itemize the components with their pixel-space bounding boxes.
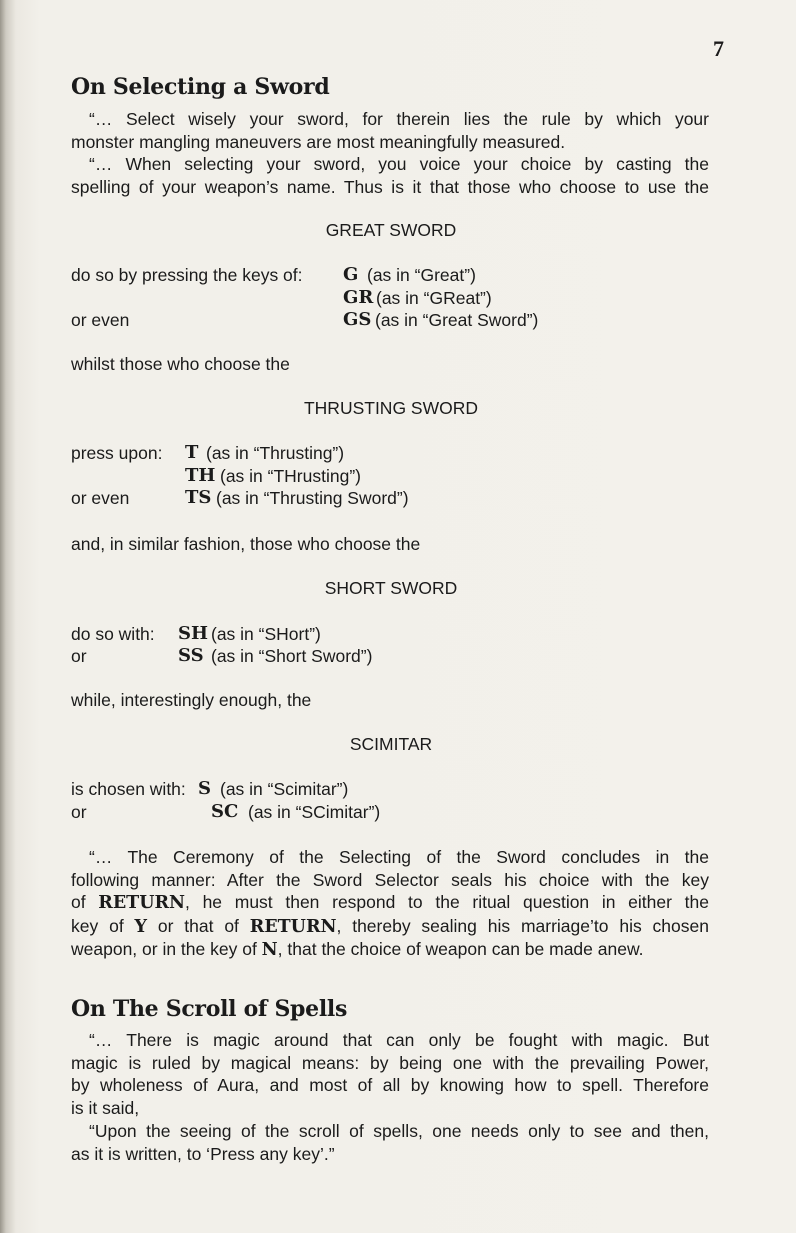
short-intro: and, in similar fashion, those who choose the [71,534,421,554]
key-label-y: Y [134,916,148,937]
or-label: or [71,802,87,822]
key-row-thrusting-3 [71,487,409,509]
text-line [71,938,709,962]
key-label-n: N [261,940,278,961]
key-label: SH [178,623,209,644]
text-line: monster mangling maneuvers are most meaningfully measured. [71,131,566,152]
weapon-name-thrusting-sword: THRUSTING SWORD [303,398,479,418]
text-line: as it is written, to ‘Press any key’.” [71,1143,335,1164]
key-label: GS [343,309,372,330]
text-line: “… Select wisely your sword, for therein lies the rule by which your [89,109,709,129]
key-lead-text: press upon: [71,443,163,463]
weapon-name-scimitar: SCIMITAR [349,734,433,754]
key-label: G [343,264,359,285]
key-label-return: RETURN [98,893,186,914]
key-note: (as in “SHort”) [211,624,321,644]
text-line: by wholeness of Aura, and most of all by knowing how to spell. Therefore [71,1075,709,1096]
text-run: , he must then respond to the ritual question in either the [185,892,709,913]
key-label: S [198,778,211,799]
page-number: 7 [713,36,724,61]
text-line: “… The Ceremony of the Selecting of the Sword concludes in the [89,847,709,867]
weapon-name-great-sword: GREAT SWORD [325,220,457,240]
text-line: is it said, [71,1097,140,1118]
key-label-return: RETURN [249,916,337,937]
key-note: (as in “Short Sword”) [211,646,373,666]
scimitar-intro: while, interestingly enough, the [71,690,312,710]
key-note: (as in “THrusting”) [220,466,361,486]
paragraph-selecting-sword [71,153,709,198]
weapon-name-short-sword: SHORT SWORD [324,578,458,598]
key-label: TS [185,487,212,508]
text-line [71,915,709,939]
text-line: “… There is magic around that can only be fought with magic. But [89,1030,709,1050]
or-even-label: or even [71,488,130,508]
key-lead-text: do so by pressing the keys of: [71,265,303,285]
text-run: , that the choice of weapon can be made anew. [277,939,644,960]
key-row-thrusting-1 [71,442,345,464]
text-run: weapon, or in the key of [71,939,262,960]
key-label: SS [178,645,204,666]
text-line: spelling of your weapon’s name. Thus is it that those who choose to use the [71,176,709,197]
or-even-label: or even [71,310,130,330]
key-row-scimitar-2 [71,801,381,823]
key-label: GR [343,287,374,308]
key-row-short-2 [71,645,373,667]
key-row-great-3 [71,309,539,331]
key-lead-text: do so with: [71,624,155,644]
key-row-scimitar-1 [71,778,349,800]
text-line: “Upon the seeing of the scroll of spells, one needs only to see and then, [89,1121,709,1141]
key-note: (as in “SCimitar”) [248,802,381,822]
key-lead-text: is chosen with: [71,779,186,799]
thrusting-intro: whilst those who choose the [71,354,290,374]
text-run: of [71,892,99,913]
or-label: or [71,646,87,666]
paragraph-magic [71,1029,709,1119]
text-line: magic is ruled by magical means: by being one with the prevailing Power, [71,1052,709,1073]
section-heading-selecting-sword: On Selecting a Sword [71,74,330,100]
key-note: (as in “Great Sword”) [375,310,539,330]
key-row-short-1 [71,623,321,645]
paragraph-select-wisely [71,108,709,153]
key-row-great-1 [71,264,476,286]
text-run: or that of [147,915,250,936]
key-label: TH [185,465,216,486]
text-line: following manner: After the Sword Selector seals his choice with the key [71,869,709,890]
text-line [71,891,709,915]
key-note: (as in “Great”) [367,265,476,285]
key-note: (as in “GReat”) [376,288,492,308]
text-run: key of [71,915,135,936]
key-label: SC [211,801,239,822]
text-run: , thereby sealing his marriage’to his chosen [336,915,709,936]
key-note: (as in “Thrusting Sword”) [216,488,409,508]
paragraph-press-any-key [71,1120,709,1165]
key-note: (as in “Scimitar”) [220,779,349,799]
key-note: (as in “Thrusting”) [206,443,345,463]
paragraph-ceremony [71,846,709,962]
key-label: T [185,442,199,463]
text-line: “… When selecting your sword, you voice your choice by casting the [89,154,709,174]
section-heading-scroll-of-spells: On The Scroll of Spells [71,996,348,1022]
